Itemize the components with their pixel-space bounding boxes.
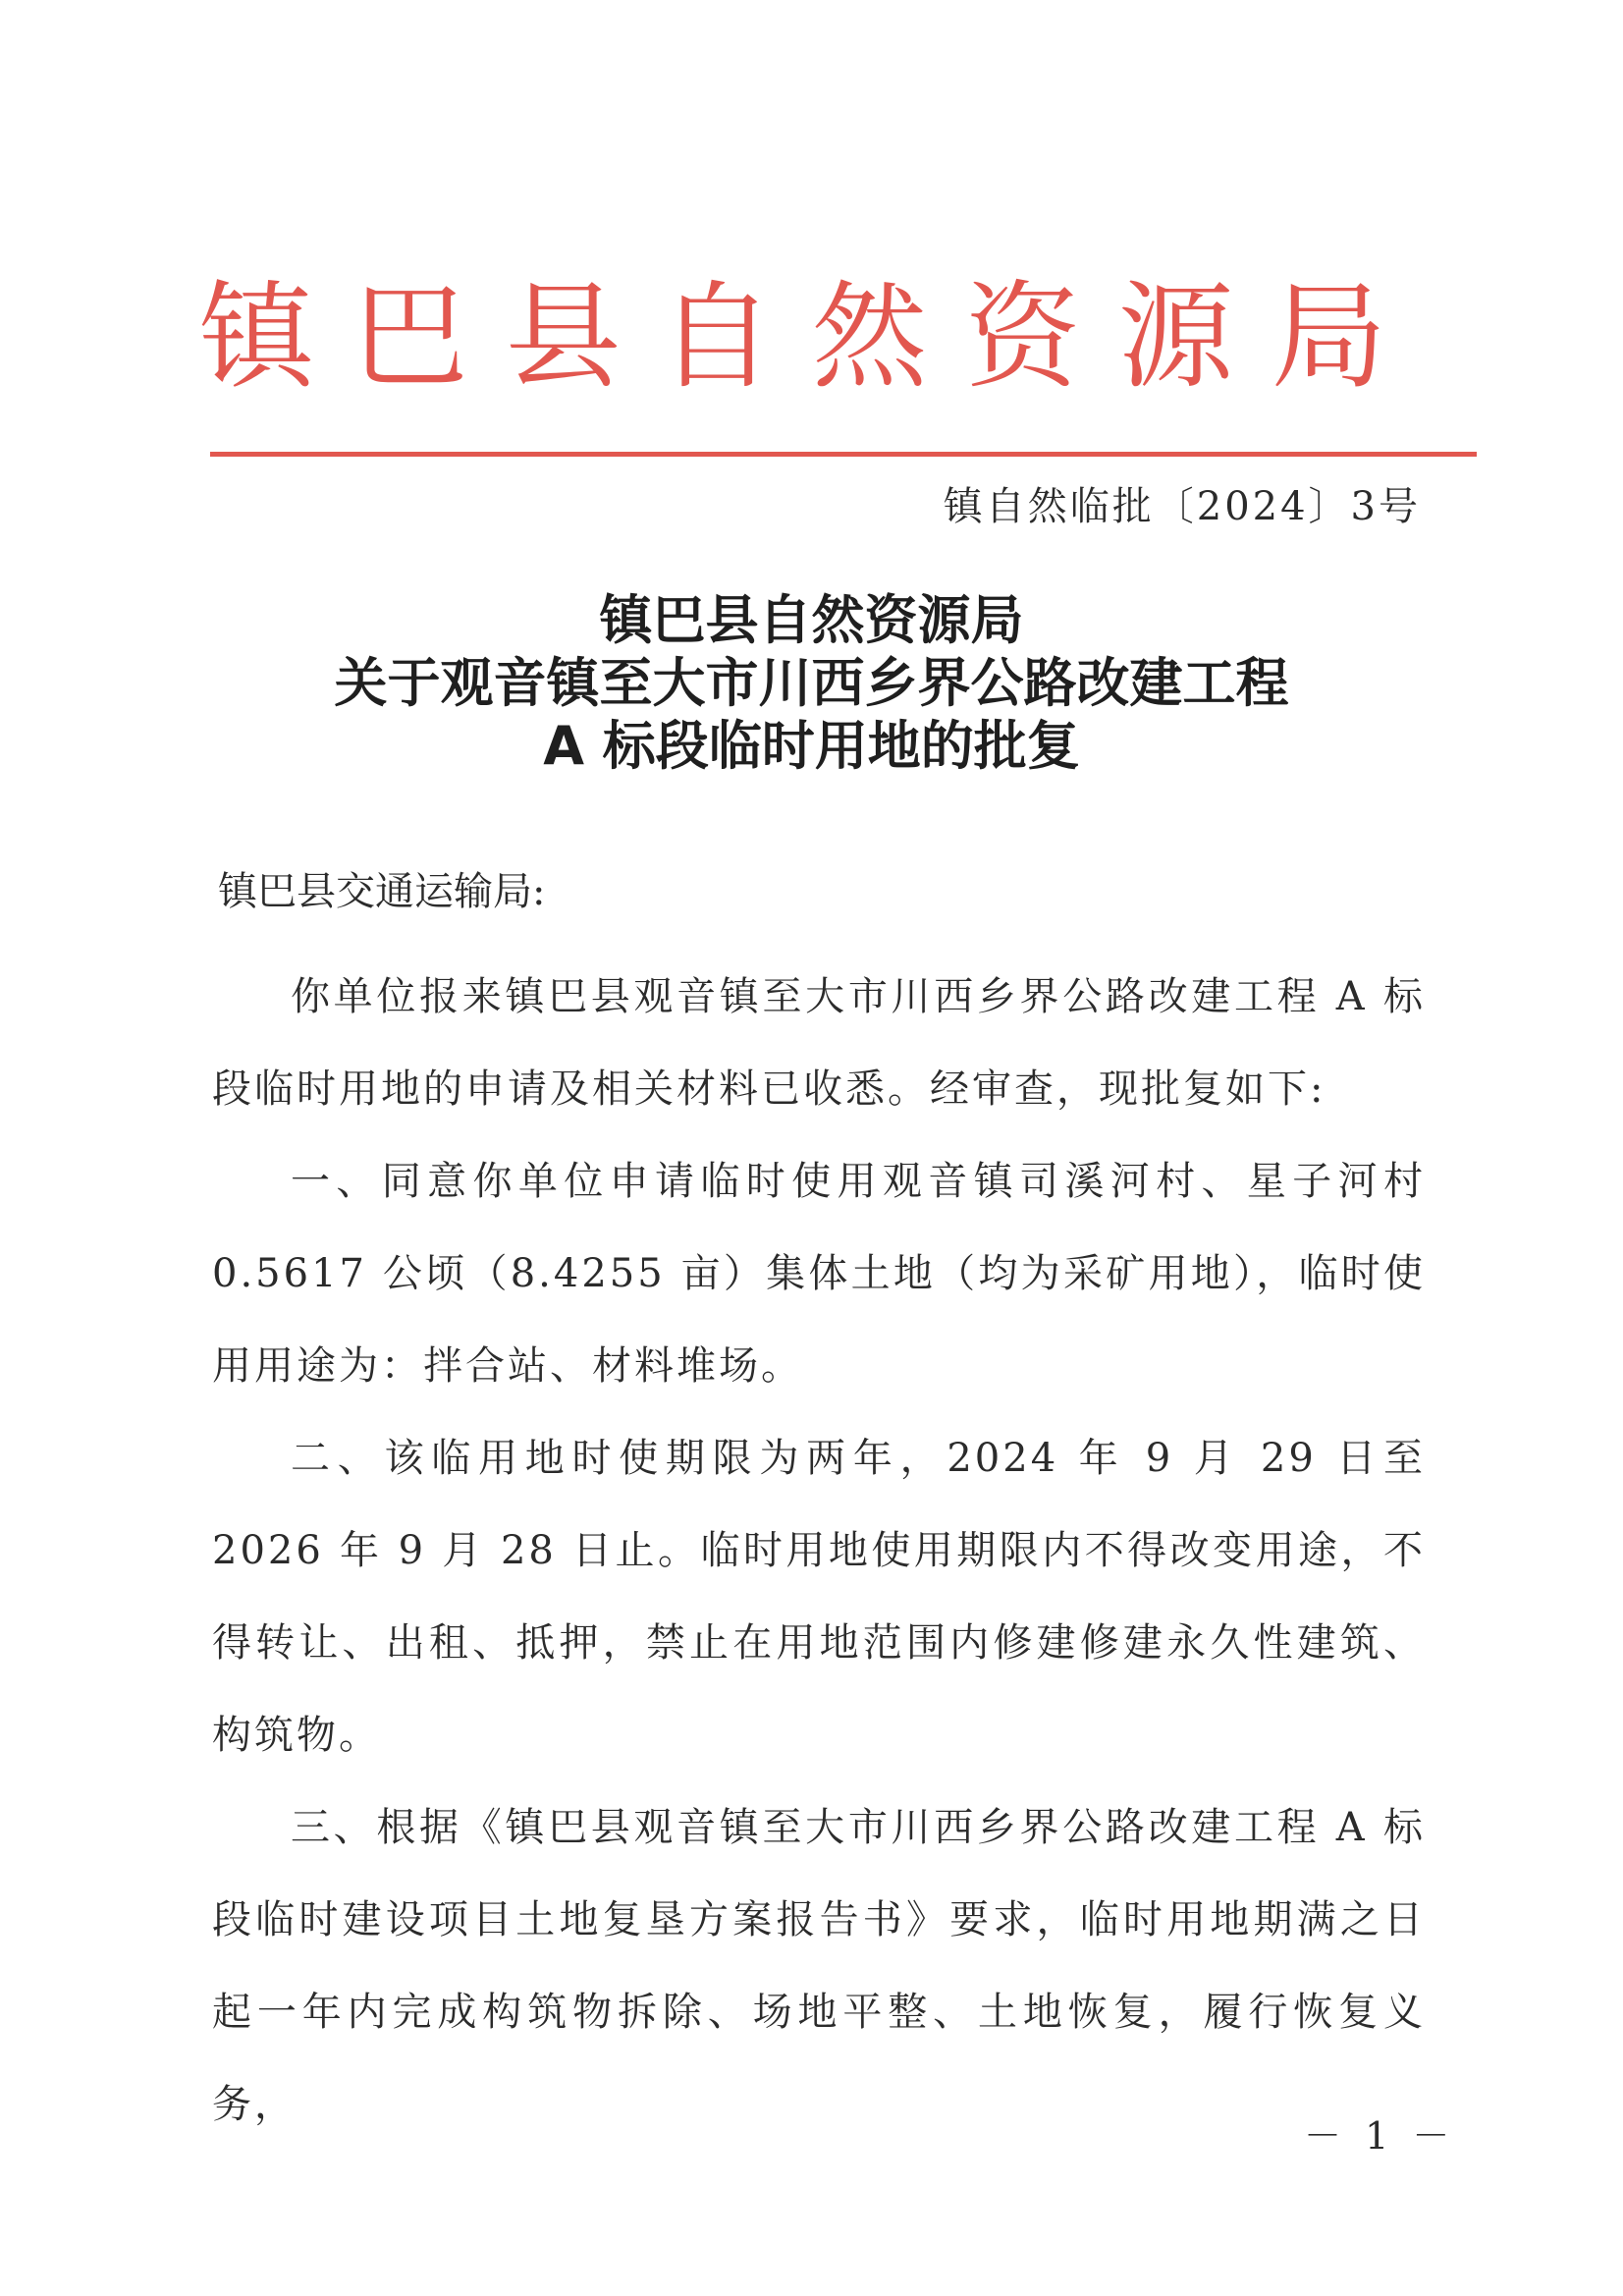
letterhead-organization: 镇巴县自然资源局 <box>198 269 1425 405</box>
addressee: 镇巴县交通运输局: <box>218 869 546 914</box>
document-title <box>0 589 1623 778</box>
body-text <box>212 951 1426 2151</box>
document-number: 镇自然临批〔2024〕3号 <box>943 484 1421 529</box>
title-line-3: A 标段临时用地的批复 <box>543 715 1080 777</box>
letterhead-red-rule <box>210 452 1477 457</box>
title-line-2: 关于观音镇至大市川西乡界公路改建工程 <box>334 652 1289 714</box>
paragraph-item-1: 一、同意你单位申请临时使用观音镇司溪河村、星子河村 0.5617 公顷（8.4255 亩）集体土地（均为采矿用地），临时使用用途为：拌合站、材料堆场。 <box>212 1159 1426 1389</box>
title-line-1: 镇巴县自然资源局 <box>599 589 1024 651</box>
paragraph-item-2: 二、该临用地时使期限为两年，2024 年 9 月 29 日至 2026 年 9 月 28 日止。临时用地使用期限内不得改变用途，不得转让、出租、抵押，禁止在用地范围内修建修建永久性建筑、构筑物。 <box>212 1436 1426 1758</box>
paragraph-item-3: 三、根据《镇巴县观音镇至大市川西乡界公路改建工程 A 标段临时建设项目土地复垦方案报告书》要求，临时用地期满之日起一年内完成构筑物拆除、场地平整、土地恢复，履行恢复义务， <box>212 1805 1426 2127</box>
paragraph-intro: 你单位报来镇巴县观音镇至大市川西乡界公路改建工程 A 标段临时用地的申请及相关材料已收悉。经审查，现批复如下: <box>212 974 1426 1112</box>
page-number: － 1 － <box>1304 2114 1456 2158</box>
